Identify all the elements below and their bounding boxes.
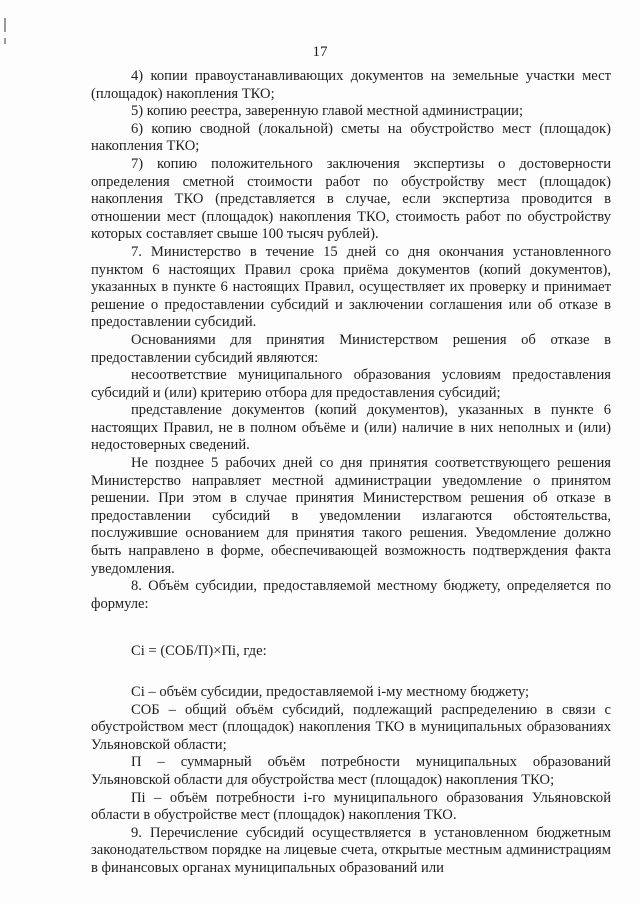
paragraph: Основаниями для принятия Министерством решения об отказе в предоставлении субсидий являются:	[91, 331, 611, 366]
paragraph: несоответствие муниципального образования условиям предоставления субсидий и (или) критерию отбора для предоставления субсидий;	[91, 367, 611, 401]
paragraph: СОБ – общий объём субсидий, подлежащий распределению в связи с обустройством мест (площадок) накопления ТКО в муниципальных образованиях Ульяновской области;	[91, 701, 611, 753]
document-body	[91, 68, 611, 878]
paragraph: 9. Перечисление субсидий осуществляется в установленном бюджетным законодательством порядке на лицевые счета, открытые местным администрациям в финансовых органах муниципальных образований или	[91, 824, 611, 876]
paragraph: 6) копию сводной (локальной) сметы на обустройство мест (площадок) накопления ТКО;	[91, 120, 611, 155]
paragraph: 8. Объём субсидии, предоставляемой местному бюджету, определяется по формуле:	[91, 578, 611, 612]
paragraph: 5) копию реестра, заверенную главой местной администрации;	[131, 103, 524, 120]
paragraph: Ci – объём субсидии, предоставляемой i-му местному бюджету;	[131, 684, 529, 700]
paragraph: Пi – объём потребности i-го муниципального образования Ульяновской области в обустройстве мест (площадок) накопления ТКО.	[91, 789, 611, 824]
paragraph: 7. Министерство в течение 15 дней со дня окончания установленного пунктом 6 настоящих Правил срока приёма документов (копий документов), указанных в пункте 6 настоящих Правил, осуществляет их проверку и принимает решение о предоставлении субсидий и заключении соглашения или об отказе в предоставлении субсидий.	[91, 243, 611, 331]
scan-edge-mark	[4, 18, 6, 32]
paragraph: Не позднее 5 рабочих дней со дня принятия соответствующего решения Министерство направляет местной администрации уведомление о принятом решении. При этом в случае принятия Министерством решения об отказе в предоставлении субсидий в уведомлении излагаются обстоятельства, послужившие основанием для принятия такого решения. Уведомление должно быть направлено в форме, обеспечивающей возможность подтверждения факта уведомления.	[91, 455, 611, 577]
paragraph: представление документов (копий документов), указанных в пункте 6 настоящих Правил, не в полном объёме и (или) наличие в них неполных и (или) недостоверных сведений.	[91, 402, 611, 454]
paragraph: 7) копию положительного заключения экспертизы о достоверности определения сметной стоимости работ по обустройству мест (площадок) накопления ТКО (представляется в случае, если экспертиза проводится в отношении мест (площадок) накопления ТКО, стоимость работ по обустройству которых составляет свыше 100 тысяч рублей).	[91, 155, 611, 243]
formula: Ci = (СОБ/П)×Пi, где:	[131, 643, 267, 660]
paragraph: 4) копии правоустанавливающих документов на земельные участки мест (площадок) накопления ТКО;	[91, 68, 611, 102]
page-number: 17	[312, 44, 328, 60]
paragraph: П – суммарный объём потребности муниципальных образований Ульяновской области для обустройства мест (площадок) накопления ТКО;	[91, 754, 611, 788]
